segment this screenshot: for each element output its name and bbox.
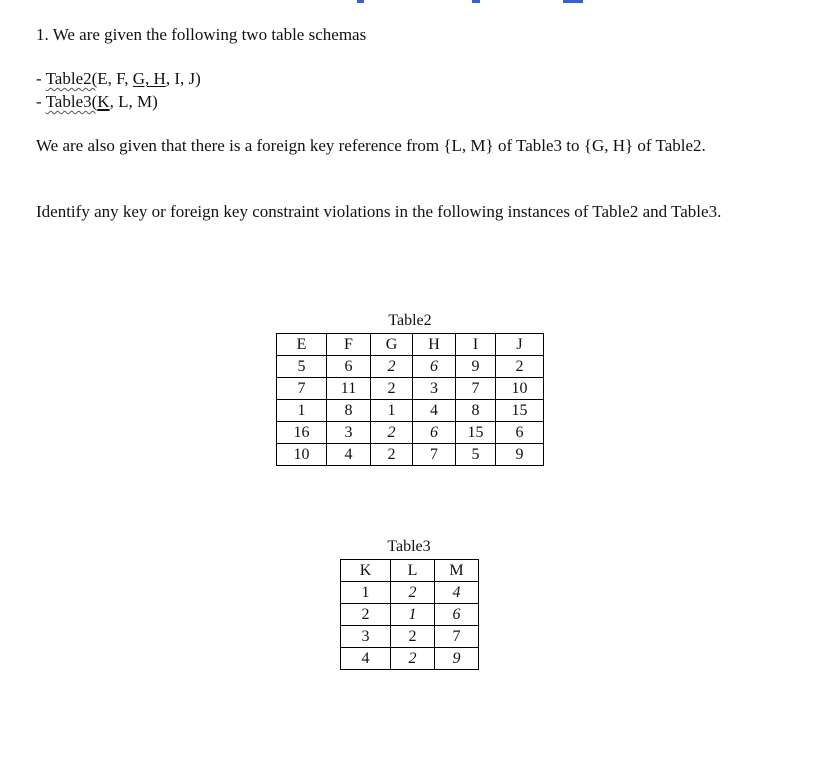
table2-cell: 2 [371, 356, 413, 378]
top-cutoff-mark [563, 0, 583, 3]
table2-cell: 5 [277, 356, 327, 378]
schema-table2-name: Table2( [45, 69, 98, 88]
table3-header: L [391, 560, 435, 582]
table3-cell: 9 [435, 648, 479, 670]
table-row [341, 582, 479, 604]
table2-cell: 6 [413, 422, 456, 444]
table-row [341, 604, 479, 626]
table2-cell: 1 [277, 400, 327, 422]
table2-header-row [277, 334, 544, 356]
table2-cell: 10 [496, 378, 544, 400]
table2-header: I [456, 334, 496, 356]
table2-header: F [327, 334, 371, 356]
table2-cell: 4 [413, 400, 456, 422]
table2-caption: Table2 [388, 312, 432, 329]
table2-cell: 1 [371, 400, 413, 422]
table2-cell: 7 [456, 378, 496, 400]
table2-header: G [371, 334, 413, 356]
table3-cell: 2 [391, 582, 435, 604]
table3-cell: 4 [341, 648, 391, 670]
schema-table3-name: Table3( [45, 92, 98, 111]
fk-statement: We are also given that there is a foreign key reference from {L, M} of Table3 to {G, H} of Table2. [36, 136, 706, 155]
table2-cell: 6 [413, 356, 456, 378]
table3-cell: 4 [435, 582, 479, 604]
table2-cell: 11 [327, 378, 371, 400]
top-cutoff-mark [357, 0, 364, 3]
table2-cell: 7 [277, 378, 327, 400]
table-row [277, 444, 544, 466]
table-row [277, 422, 544, 444]
table3-cell: 1 [391, 604, 435, 626]
table2-cell: 2 [371, 378, 413, 400]
table2-cell: 3 [327, 422, 371, 444]
table2-cell: 10 [277, 444, 327, 466]
table3-header-row [341, 560, 479, 582]
table3-cell: 1 [341, 582, 391, 604]
table3-cell: 6 [435, 604, 479, 626]
question-intro: 1. We are given the following two table schemas [36, 25, 367, 44]
table2-cell: 6 [496, 422, 544, 444]
table-row [341, 626, 479, 648]
table3-cell: 2 [391, 648, 435, 670]
table3-header: M [435, 560, 479, 582]
table2-cell: 6 [327, 356, 371, 378]
table2-cell: 3 [413, 378, 456, 400]
table2-cell: 2 [371, 444, 413, 466]
table2-cell: 5 [456, 444, 496, 466]
table2-cell: 4 [327, 444, 371, 466]
table3-caption: Table3 [387, 538, 431, 555]
table3-cell: 2 [391, 626, 435, 648]
table2-header: E [277, 334, 327, 356]
schema-table3-key: K [97, 92, 110, 111]
table2-cell: 2 [371, 422, 413, 444]
table-row [277, 400, 544, 422]
schema-table3: - Table3(K, L, M) [36, 92, 158, 111]
schema-table2: - Table2(E, F, G, H, I, J) [36, 69, 201, 88]
table2-cell: 8 [327, 400, 371, 422]
table-row [277, 356, 544, 378]
table2-cell: 8 [456, 400, 496, 422]
table2-header: J [496, 334, 544, 356]
table2-cell: 9 [456, 356, 496, 378]
table3-header: K [341, 560, 391, 582]
table3-cell: 2 [341, 604, 391, 626]
table3-cell: 3 [341, 626, 391, 648]
table2-cell: 2 [496, 356, 544, 378]
table2 [276, 333, 544, 466]
table3 [340, 559, 479, 670]
instruction: Identify any key or foreign key constraint violations in the following instances of Table2 and Table3. [36, 202, 722, 221]
table2-header: H [413, 334, 456, 356]
table2-cell: 16 [277, 422, 327, 444]
table2-cell: 7 [413, 444, 456, 466]
table2-cell: 15 [456, 422, 496, 444]
schema-table2-key: G, H [132, 69, 166, 88]
table3-cell: 7 [435, 626, 479, 648]
table2-cell: 15 [496, 400, 544, 422]
table-row [277, 378, 544, 400]
table2-cell: 9 [496, 444, 544, 466]
top-cutoff-mark [472, 0, 480, 3]
table-row [341, 648, 479, 670]
